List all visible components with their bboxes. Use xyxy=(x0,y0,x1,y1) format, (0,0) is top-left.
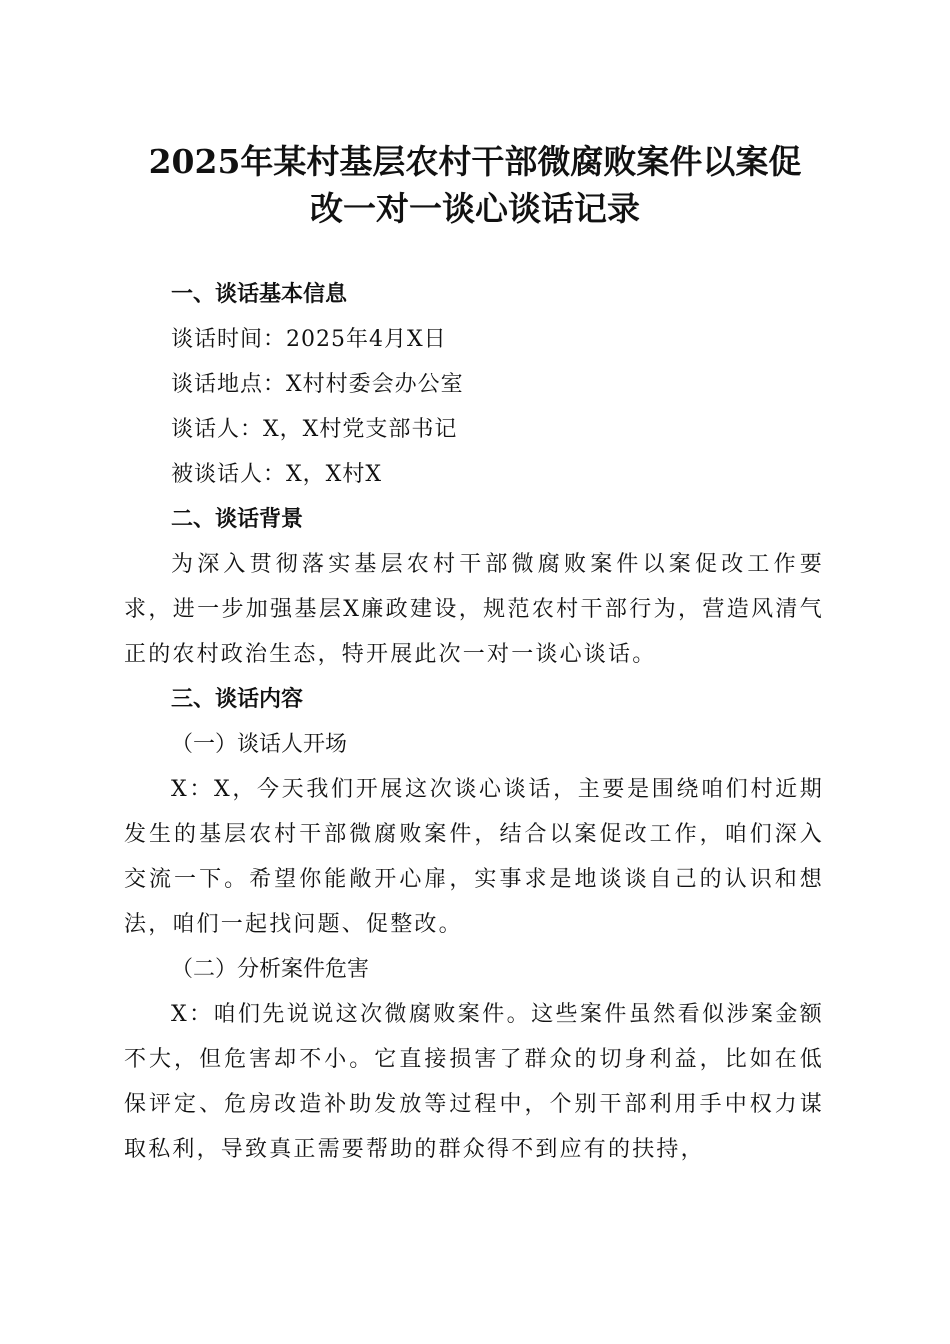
subsection-heading-opening: （一）谈话人开场 xyxy=(171,732,348,757)
title-line-2: 改一对一谈心谈话记录 xyxy=(310,189,640,228)
section-heading-background: 二、谈话背景 xyxy=(171,507,304,532)
subsection-heading-case-harm: （二）分析案件危害 xyxy=(171,957,370,982)
document-body xyxy=(124,272,824,1172)
talk-interviewer: 谈话人：X，X村党支部书记 xyxy=(171,417,458,442)
opening-paragraph: X：X，今天我们开展这次谈心谈话，主要是围绕咱们村近期发生的基层农村干部微腐败案件，结合以案促改工作，咱们深入交流一下。希望你能敞开心扉，实事求是地谈谈自己的认识和想法，咱们一起找问题、促整改。 xyxy=(124,777,824,937)
talk-interviewee: 被谈话人：X，X村X xyxy=(171,462,382,487)
title-line-1: 2025年某村基层农村干部微腐败案件以案促 xyxy=(148,142,802,181)
talk-place: 谈话地点：X村村委会办公室 xyxy=(171,372,464,397)
section-heading-basic-info: 一、谈话基本信息 xyxy=(171,282,348,307)
case-harm-paragraph: X：咱们先说说这次微腐败案件。这些案件虽然看似涉案金额不大，但危害却不小。它直接损害了群众的切身利益，比如在低保评定、危房改造补助发放等过程中，个别干部利用手中权力谋取私利，导致真正需要帮助的群众得不到应有的扶持， xyxy=(124,1002,824,1162)
background-paragraph: 为深入贯彻落实基层农村干部微腐败案件以案促改工作要求，进一步加强基层X廉政建设，规范农村干部行为，营造风清气正的农村政治生态，特开展此次一对一谈心谈话。 xyxy=(124,552,824,667)
document-title xyxy=(100,138,850,232)
talk-time: 谈话时间：2025年4月X日 xyxy=(171,327,447,352)
section-heading-content: 三、谈话内容 xyxy=(171,687,304,712)
